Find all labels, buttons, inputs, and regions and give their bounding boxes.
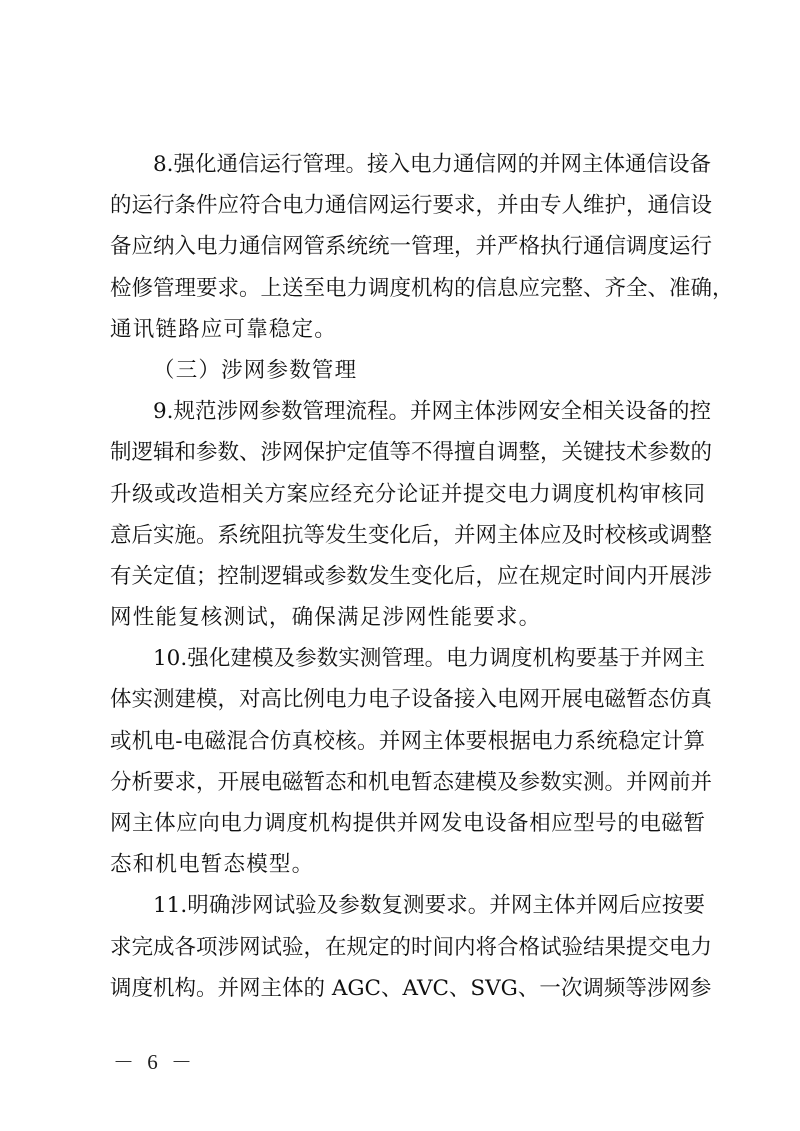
paragraph-line: 网主体应向电力调度机构提供并网发电设备相应型号的电磁暂 bbox=[110, 811, 705, 836]
section-heading-3 bbox=[110, 350, 705, 391]
paragraph-line: 网性能复核测试，确保满足涉网性能要求。 bbox=[110, 605, 542, 631]
paragraph-line: 9.规范涉网参数管理流程。并网主体涉网安全相关设备的控 bbox=[153, 399, 712, 425]
paragraph-line: 体实测建模，对高比例电力电子设备接入电网开展电磁暂态仿真 bbox=[110, 687, 713, 713]
paragraph-line: 或机电-电磁混合仿真校核。并网主体要根据电力系统稳定计算 bbox=[110, 728, 705, 754]
paragraph-line: 检修管理要求。上送至电力调度机构的信息应完整、齐全、准确， bbox=[110, 275, 734, 301]
page-number: － 6 － bbox=[113, 1050, 196, 1074]
paragraph-10 bbox=[110, 638, 713, 885]
paragraph-9 bbox=[110, 391, 713, 638]
paragraph-line: 制逻辑和参数、涉网保护定值等不得擅自调整，关键技术参数的 bbox=[110, 440, 713, 466]
paragraph-line: 调度机构。并网主体的 AGC、AVC、SVG、一次调频等涉网参 bbox=[110, 975, 712, 1001]
paragraph-line: 升级或改造相关方案应经充分论证并提交电力调度机构审核同 bbox=[110, 481, 705, 507]
paragraph-line: 的运行条件应符合电力通信网运行要求，并由专人维护，通信设 bbox=[110, 193, 713, 219]
paragraph-line: 态和机电暂态模型。 bbox=[110, 852, 315, 878]
paragraph-11 bbox=[110, 885, 713, 1009]
paragraph-line: 通讯链路应可靠稳定。 bbox=[110, 316, 338, 342]
paragraph-line: 分析要求，开展电磁暂态和机电暂态建模及参数实测。并网前并 bbox=[110, 769, 713, 795]
paragraph-line: 备应纳入电力通信网管系统统一管理，并严格执行通信调度运行 bbox=[110, 234, 713, 260]
paragraph-line: 有关定值；控制逻辑或参数发生变化后，应在规定时间内开展涉 bbox=[110, 563, 713, 589]
section-heading: （三）涉网参数管理 bbox=[153, 357, 358, 383]
paragraph-8 bbox=[110, 144, 734, 350]
paragraph-line: 8.强化通信运行管理。接入电力通信网的并网主体通信设备 bbox=[153, 152, 712, 177]
document-body bbox=[110, 144, 734, 1009]
paragraph-line: 11.明确涉网试验及参数复测要求。并网主体并网后应按要 bbox=[153, 893, 705, 919]
paragraph-line: 10.强化建模及参数实测管理。电力调度机构要基于并网主 bbox=[153, 646, 705, 672]
paragraph-line: 意后实施。系统阻抗等发生变化后，并网主体应及时校核或调整 bbox=[110, 522, 713, 548]
paragraph-line: 求完成各项涉网试验，在规定的时间内将合格试验结果提交电力 bbox=[110, 934, 713, 960]
